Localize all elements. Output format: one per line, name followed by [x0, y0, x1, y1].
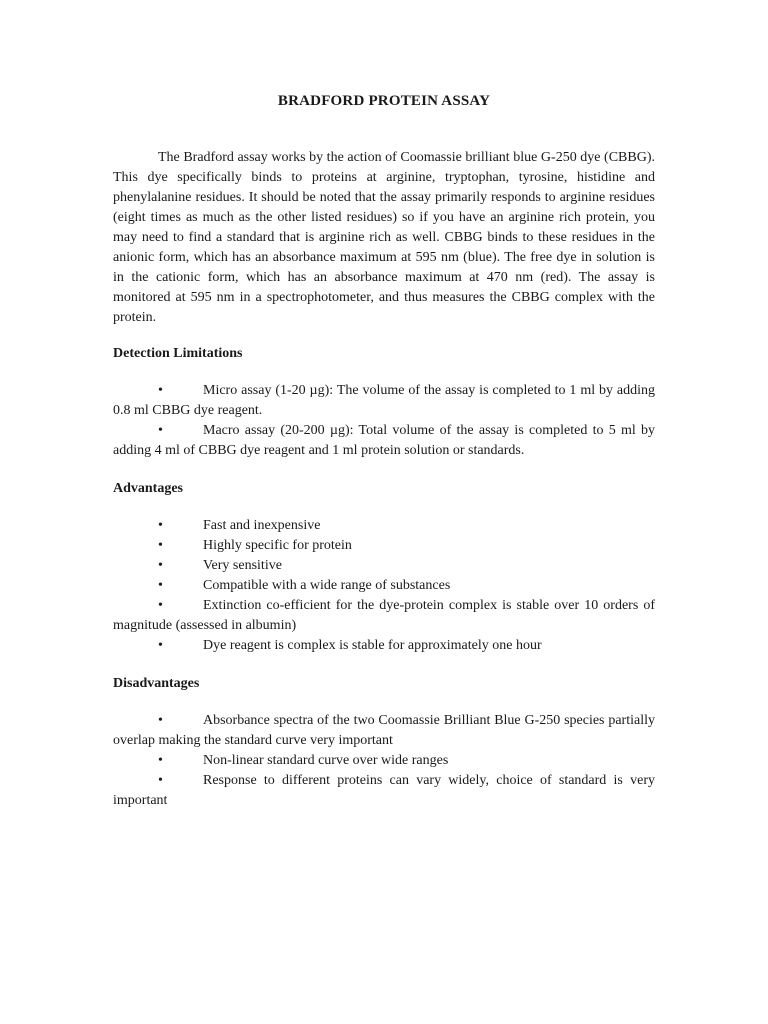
bullet-icon: •	[158, 578, 163, 593]
list-item-text: Extinction co-efficient for the dye-protein complex is stable over 10 orders of magnitude (assessed in albumin)	[113, 598, 655, 633]
list-item-text: Compatible with a wide range of substances	[203, 578, 451, 593]
list-item	[113, 596, 655, 636]
list-item	[113, 421, 655, 461]
list-item-text: Very sensitive	[203, 558, 282, 573]
list-item	[113, 771, 655, 811]
bullet-icon: •	[158, 538, 163, 553]
bullet-icon: •	[158, 518, 163, 533]
list-item-text: Response to different proteins can vary widely, choice of standard is very important	[113, 773, 655, 808]
list-item-text: Micro assay (1-20 µg): The volume of the assay is completed to 1 ml by adding 0.8 ml CBBG dye reagent.	[113, 383, 655, 418]
list-item-text: Fast and inexpensive	[203, 518, 321, 533]
list-item-text: Highly specific for protein	[203, 538, 352, 553]
heading-disadvantages: Disadvantages	[113, 676, 200, 691]
bullet-icon: •	[158, 598, 163, 613]
list-item-text: Macro assay (20-200 µg): Total volume of the assay is completed to 5 ml by adding 4 ml of CBBG dye reagent and 1 ml protein solution or standards.	[113, 423, 655, 458]
bullet-icon: •	[158, 753, 163, 768]
intro-paragraph: The Bradford assay works by the action of Coomassie brilliant blue G-250 dye (CBBG). This dye specifically binds to proteins at arginine, tryptophan, tyrosine, histidine and phenylalanine residues. It should be noted that the assay primarily responds to arginine residues (eight times as much as the other listed residues) so if you have an arginine rich protein, you may need to find a standard that is arginine rich as well. CBBG binds to these residues in the anionic form, which has an absorbance maximum at 595 nm (blue). The free dye in solution is in the cationic form, which has an absorbance maximum at 470 nm (red). The assay is monitored at 595 nm in a spectrophotometer, and thus measures the CBBG complex with the protein.	[113, 150, 655, 325]
list-item	[113, 751, 655, 771]
bullet-icon: •	[158, 713, 163, 728]
bullet-icon: •	[158, 773, 163, 788]
list-item	[113, 711, 655, 751]
bullet-icon: •	[158, 638, 163, 653]
bullet-icon: •	[158, 423, 163, 438]
list-item-text: Dye reagent is complex is stable for approximately one hour	[203, 638, 542, 653]
list-item-text: Non-linear standard curve over wide ranges	[203, 753, 449, 768]
heading-detection-limitations: Detection Limitations	[113, 346, 243, 361]
list-item	[113, 381, 655, 421]
bullet-icon: •	[158, 383, 163, 398]
list-item	[113, 576, 655, 596]
bullet-icon: •	[158, 558, 163, 573]
list-item	[113, 516, 655, 536]
document-title: BRADFORD PROTEIN ASSAY	[277, 93, 491, 109]
list-item	[113, 636, 655, 656]
list-item-text: Absorbance spectra of the two Coomassie Brilliant Blue G-250 species partially overlap making the standard curve very important	[113, 713, 655, 748]
heading-advantages: Advantages	[113, 481, 184, 496]
list-item	[113, 556, 655, 576]
list-item	[113, 536, 655, 556]
